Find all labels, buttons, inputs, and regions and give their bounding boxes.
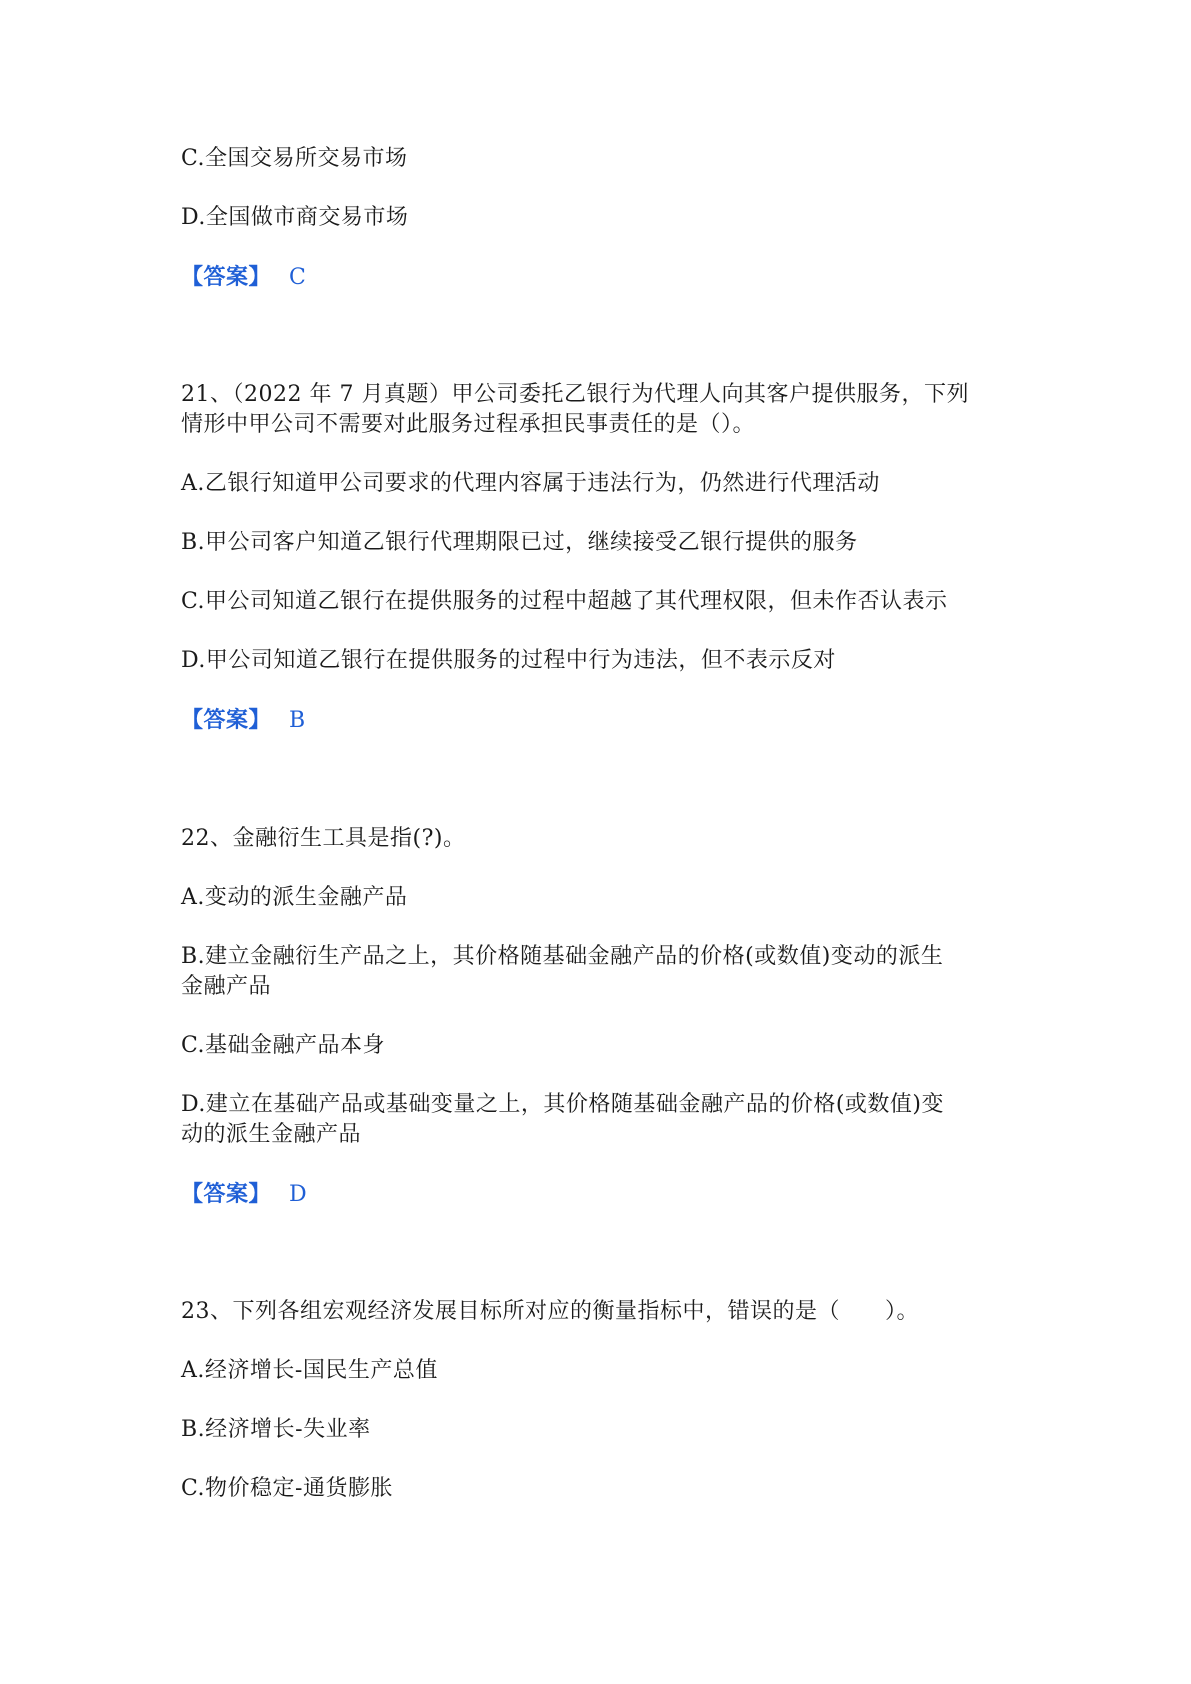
answer-line — [181, 262, 1011, 293]
answer-value: B — [289, 708, 306, 733]
option-c: C.全国交易所交易市场 — [181, 146, 408, 171]
answer-value: D — [289, 1182, 308, 1207]
question-23-stem: 23、下列各组宏观经济发展目标所对应的衡量指标中，错误的是（ ）。 — [181, 1299, 919, 1324]
question-22-option-d-line-1: D.建立在基础产品或基础变量之上，其价格随基础金融产品的价格(或数值)变 — [181, 1092, 945, 1117]
question-23-option-b: B.经济增长-失业率 — [181, 1417, 371, 1442]
question-22-option-a: A.变动的派生金融产品 — [181, 885, 408, 910]
question-22-stem: 22、金融衍生工具是指(?)。 — [181, 826, 466, 851]
answer-label: 【答案】 — [181, 707, 272, 733]
question-21-stem-line-2: 情形中甲公司不需要对此服务过程承担民事责任的是（）。 — [181, 412, 756, 437]
question-23-option-c: C.物价稳定-通货膨胀 — [181, 1476, 393, 1501]
question-21-answer — [181, 705, 1011, 736]
question-23-option-a: A.经济增长-国民生产总值 — [181, 1358, 438, 1383]
question-22-option-c: C.基础金融产品本身 — [181, 1033, 386, 1058]
question-22-option-b-line-2: 金融产品 — [181, 974, 272, 999]
question-21-stem-line-1: 21、（2022 年 7 月真题）甲公司委托乙银行为代理人向其客户提供服务，下列 — [181, 382, 969, 407]
question-21-option-b: B.甲公司客户知道乙银行代理期限已过，继续接受乙银行提供的服务 — [181, 530, 858, 555]
question-21-option-a: A.乙银行知道甲公司要求的代理内容属于违法行为，仍然进行代理活动 — [181, 471, 880, 496]
answer-value: C — [289, 265, 307, 290]
question-22-answer — [181, 1179, 1011, 1210]
question-21-option-d: D.甲公司知道乙银行在提供服务的过程中行为违法，但不表示反对 — [181, 648, 836, 673]
answer-label: 【答案】 — [181, 1181, 272, 1207]
question-22-option-b-line-1: B.建立金融衍生产品之上，其价格随基础金融产品的价格(或数值)变动的派生 — [181, 944, 944, 969]
answer-label: 【答案】 — [181, 264, 272, 290]
option-d: D.全国做市商交易市场 — [181, 205, 409, 230]
question-21-option-c: C.甲公司知道乙银行在提供服务的过程中超越了其代理权限，但未作否认表示 — [181, 589, 948, 614]
question-22-option-d-line-2: 动的派生金融产品 — [181, 1122, 362, 1147]
